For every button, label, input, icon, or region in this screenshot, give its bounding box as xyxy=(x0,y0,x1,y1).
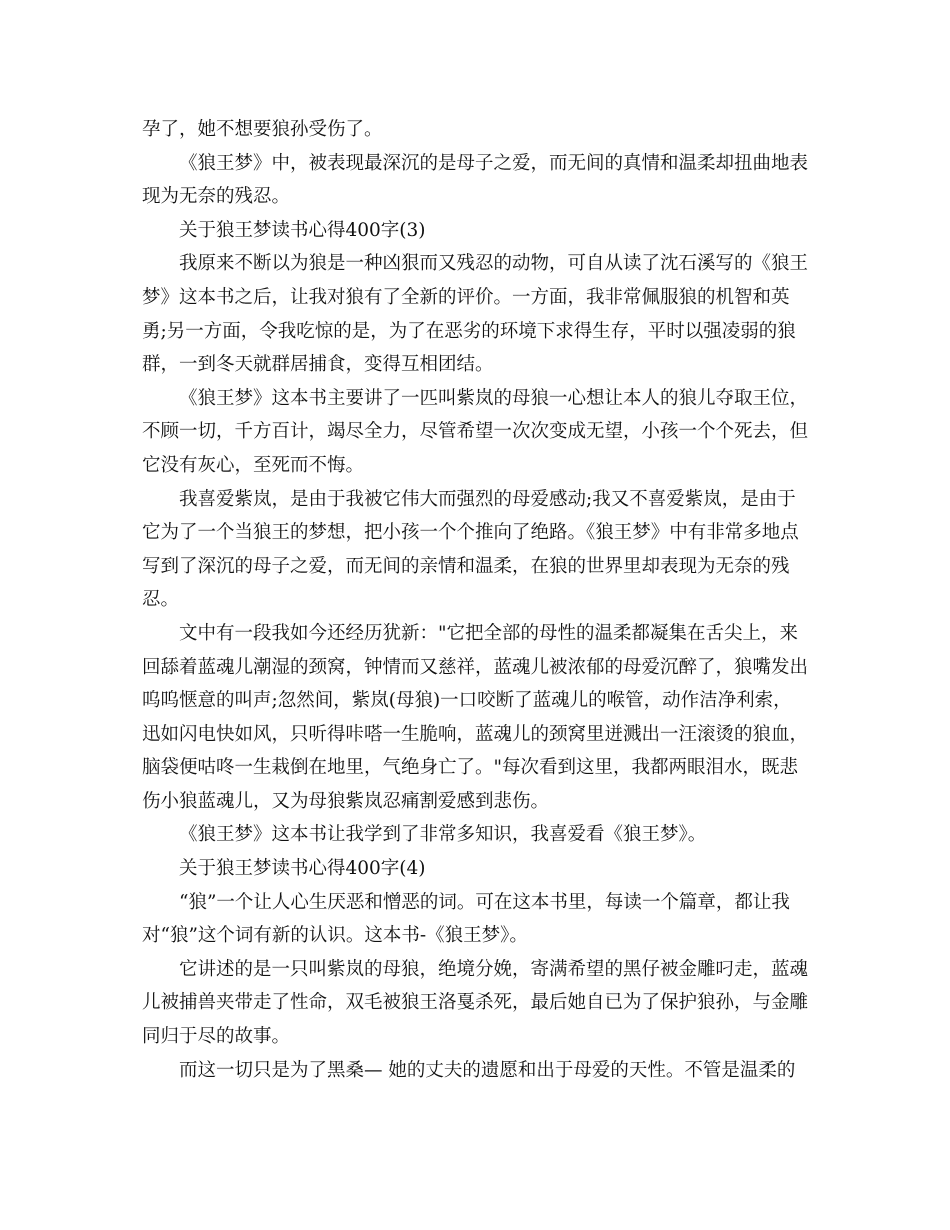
section-heading-3: 关于狼王梦读书心得400字(3) xyxy=(179,219,426,241)
paragraph-continuation: 孕了，她不想要狼孙受伤了。 xyxy=(142,119,383,140)
paragraph-motivation: 而这一切只是为了黑桑— 她的丈夫的遗愿和出于母爱的天性。不管是温柔的 xyxy=(179,1059,796,1081)
paragraph-like-dislike: 我喜爱紫岚，是由于我被它伟大而强烈的母爱感动;我又不喜爱紫岚，是由于它为了一个当狼王的梦想，把小孩一个个推向了绝路。《狼王梦》中有非常多地点写到了深沉的母子之爱，而无间的亲情和温柔，在狼的世界里却表现为无奈的残忍。 xyxy=(142,488,799,611)
paragraph-wolf-word: “狼”一个让人心生厌恶和憎恶的词。可在这本书里，每读一个篇章，都让我对“狼”这个词有新的认识。这本书-《狼王梦》。 xyxy=(142,891,790,947)
paragraph-conclusion-3: 《狼王梦》这本书让我学到了非常多知识，我喜爱看《狼王梦》。 xyxy=(179,824,707,846)
paragraph-story-summary: 《狼王梦》这本书主要讲了一匹叫紫岚的母狼一心想让本人的狼儿夺取王位，不顾一切，千方百计，竭尽全力，尽管希望一次次变成无望，小孩一个个死去，但它没有灰心，至死而不悔。 xyxy=(142,387,809,476)
paragraph-memorable-scene: 文中有一段我如今还经历犹新："它把全部的母性的温柔都凝集在舌尖上，来回舔着蓝魂儿潮湿的颈窝，钟情而又慈祥，蓝魂儿被浓郁的母爱沉醉了，狼嘴发出呜呜惬意的叫声;忽然间，紫岚(母狼)一口咬断了蓝魂儿的喉管，动作洁净利索，迅如闪电快如风，只听得咔嗒一生脆响，蓝魂儿的颈窝里迸溅出一汪滚烫的狼血，脑袋便咕咚一生栽倒在地里，气绝身亡了。"每次看到这里，我都两眼泪水，既悲伤小狼蓝魂儿，又为母狼紫岚忍痛割爱感到悲伤。 xyxy=(142,622,809,812)
document-body xyxy=(142,113,810,1087)
paragraph-story-retelling: 它讲述的是一只叫紫岚的母狼，绝境分娩，寄满希望的黑仔被金雕叼走，蓝魂儿被捕兽夹带走了性命，双毛被狼王洛戛杀死，最后她自已为了保护狼孙，与金雕同归于尽的故事。 xyxy=(142,958,809,1048)
paragraph-first-impression: 我原来不断以为狼是一种凶狠而又残忍的动物，可自从读了沈石溪写的《狼王梦》这本书之后，让我对狼有了全新的评价。一方面，我非常佩服狼的机智和英勇;另一方面，令我吃惊的是，为了在恶劣的环境下求得生存，平时以强凌弱的狼群，一到冬天就群居捕食，变得互相团结。 xyxy=(142,253,809,376)
section-heading-4: 关于狼王梦读书心得400字(4) xyxy=(179,858,426,880)
paragraph-mother-love: 《狼王梦》中，被表现最深沉的是母子之爱，而无间的真情和温柔却扭曲地表现为无奈的残忍。 xyxy=(142,152,809,208)
